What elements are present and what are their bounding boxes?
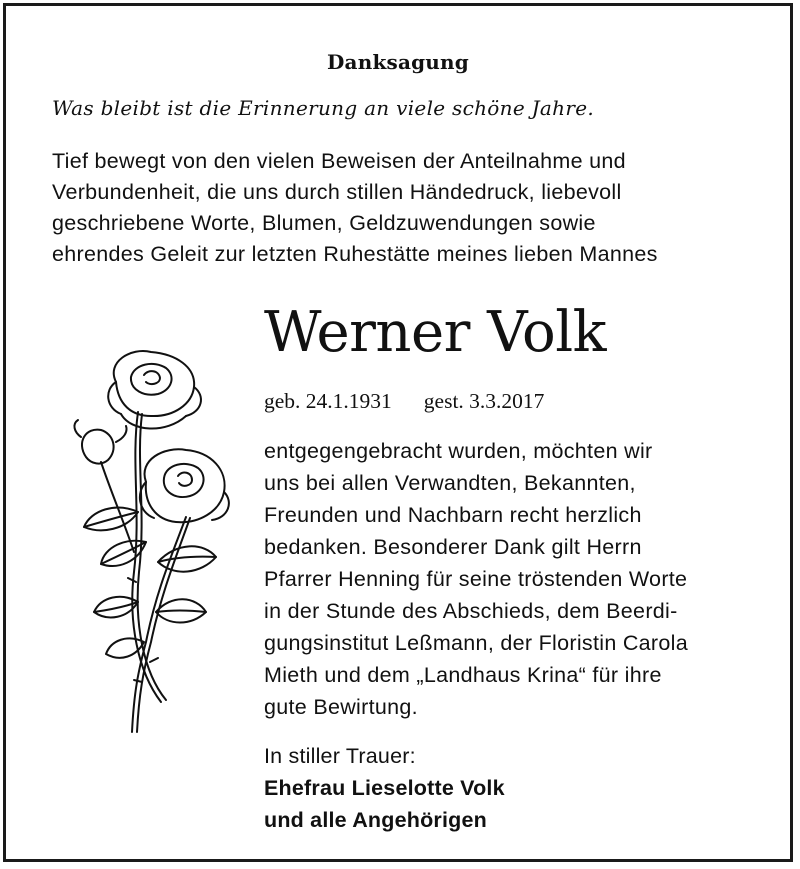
intro-line: geschriebene Worte, Blumen, Geldzuwendungen sowie (52, 211, 596, 235)
mourning-block (264, 740, 505, 836)
thanks-line: Pfarrer Henning für seine tröstenden Worte (264, 567, 688, 591)
thanks-line: uns bei allen Verwandten, Bekannten, (264, 471, 636, 495)
obituary-frame (3, 3, 793, 862)
thanks-line: Freunden und Nachbarn recht herzlich (264, 503, 642, 527)
deceased-name: Werner Volk (264, 300, 607, 365)
thanks-line: gute Bewirtung. (264, 695, 418, 719)
intro-line: Tief bewegt von den vielen Beweisen der Anteilnahme und (52, 149, 626, 173)
death-date: gest. 3.3.2017 (423, 389, 545, 413)
thanks-line: bedanken. Besonderer Dank gilt Herrn (264, 535, 642, 559)
thanks-line: entgegengebracht wurden, möchten wir (264, 439, 653, 463)
intro-paragraph (52, 146, 772, 270)
thanks-paragraph (264, 435, 794, 723)
signatory-line: Ehefrau Lieselotte Volk (264, 776, 505, 800)
roses-illustration-icon (46, 342, 236, 742)
birth-date: geb. 24.1.1931 (264, 389, 392, 413)
intro-line: ehrendes Geleit zur letzten Ruhestätte meines lieben Mannes (52, 242, 658, 266)
thanks-line: in der Stunde des Abschieds, dem Beerdi- (264, 599, 678, 623)
notice-heading: Danksagung (327, 50, 469, 74)
notice-motto: Was bleibt ist die Erinnerung an viele schöne Jahre. (52, 96, 594, 120)
mourning-label: In stiller Trauer: (264, 744, 416, 768)
intro-line: Verbundenheit, die uns durch stillen Händedruck, liebevoll (52, 180, 622, 204)
thanks-line: Mieth und dem „Landhaus Krina“ für ihre (264, 663, 662, 687)
thanks-line: gungsinstitut Leßmann, der Floristin Carola (264, 631, 688, 655)
life-dates (264, 389, 544, 414)
signatory-line: und alle Angehörigen (264, 808, 487, 832)
